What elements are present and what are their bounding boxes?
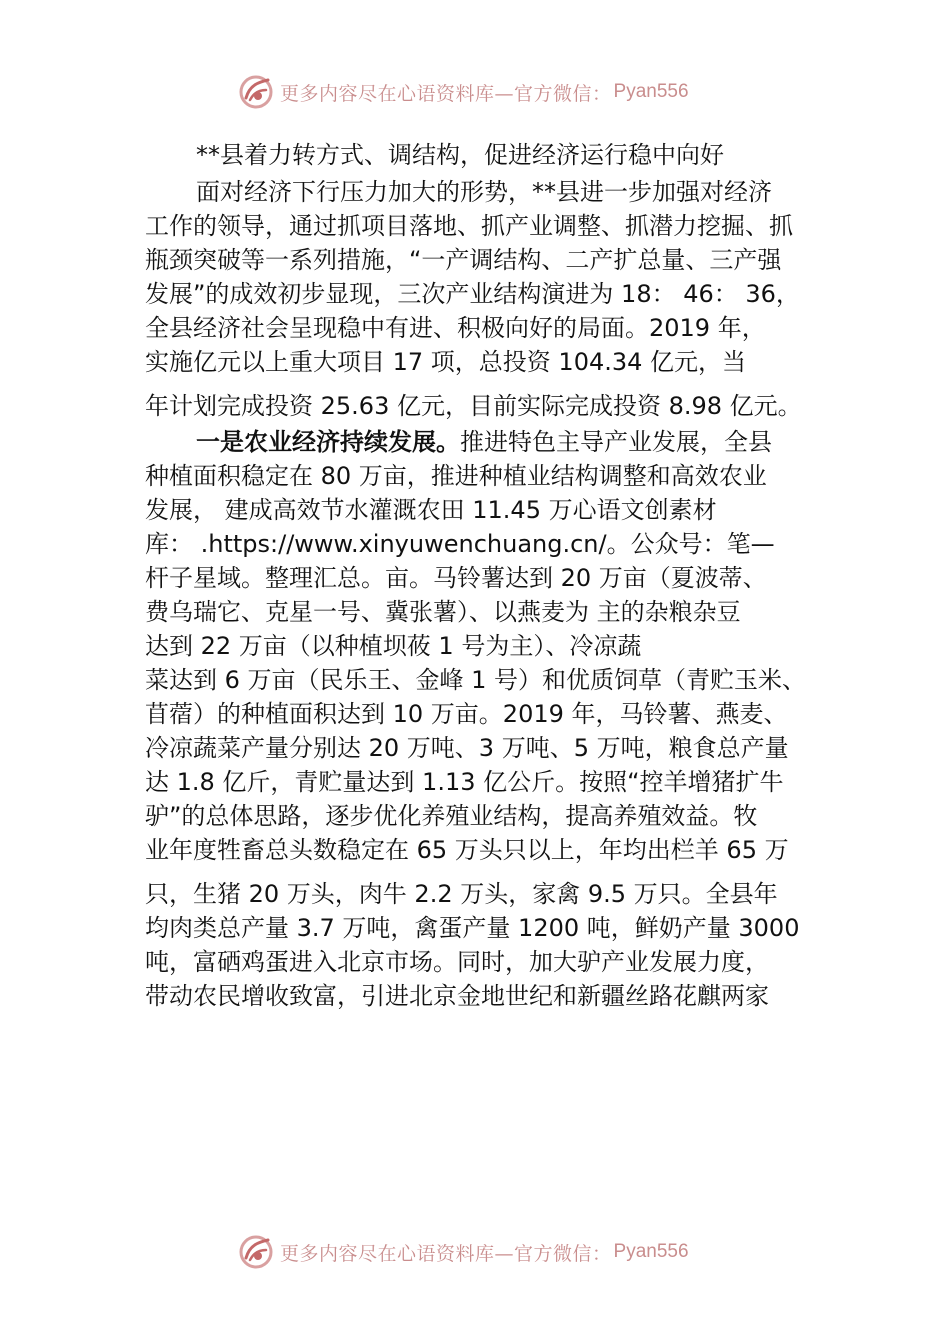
header-banner-text: 更多内容尽在心语资料库—官方微信： xyxy=(280,82,612,105)
footer-banner xyxy=(238,1232,689,1272)
para2-line: 达 1.8 亿斤，青贮量达到 1.13 亿公斤。按照“控羊增猪扩牛 xyxy=(145,768,784,796)
header-banner xyxy=(238,72,689,112)
para2-line: 苜蓿）的种植面积达到 10 万亩。2019 年，马铃薯、燕麦、 xyxy=(145,700,788,728)
para2-first-rest: 推进特色主导产业发展，全县 xyxy=(460,428,772,456)
document-title: **县着力转方式、调结构，促进经济运行稳中向好 xyxy=(196,141,724,169)
para1-line: 实施亿元以上重大项目 17 项，总投资 104.34 亿元，当 xyxy=(145,348,747,376)
footer-wechat-id: Pyan556 xyxy=(613,1241,689,1262)
footer-banner-text: 更多内容尽在心语资料库—官方微信： xyxy=(280,1242,612,1265)
brand-logo-icon xyxy=(238,1234,274,1270)
para2-line: 种植面积稳定在 80 万亩，推进种植业结构调整和高效农业 xyxy=(145,462,767,490)
para2-line: 费乌瑞它、克星一号、冀张薯）、以燕麦为 主的杂粮杂豆 xyxy=(145,598,741,626)
para1-line: 发展”的成效初步显现，三次产业结构演进为 18： 46： 36， xyxy=(145,280,800,308)
para2-line: 发展， 建成高效节水灌溉农田 11.45 万心语文创素材 xyxy=(145,496,717,524)
header-wechat-id: Pyan556 xyxy=(613,81,689,102)
para1-line: 全县经济社会呈现稳中有进、积极向好的局面。2019 年， xyxy=(145,314,766,342)
para1-line: 面对经济下行压力加大的形势，**县进一步加强对经济 xyxy=(196,178,772,206)
para2-line: 冷凉蔬菜产量分别达 20 万吨、3 万吨、5 万吨，粮食总产量 xyxy=(145,734,789,762)
para1-line: 年计划完成投资 25.63 亿元，目前实际完成投资 8.98 亿元。 xyxy=(145,392,802,420)
para2-line: 带动农民增收致富，引进北京金地世纪和新疆丝路花麒两家 xyxy=(145,982,769,1010)
para2-line: 达到 22 万亩（以种植坝莜 1 号为主）、冷凉蔬 xyxy=(145,632,642,660)
para2-line: 杆子星域。整理汇总。亩。马铃薯达到 20 万亩（夏波蒂、 xyxy=(145,564,767,592)
brand-logo-icon xyxy=(238,74,274,110)
para2-first-line xyxy=(196,427,772,457)
para1-line: 瓶颈突破等一系列措施，“一产调结构、二产扩总量、三产强 xyxy=(145,246,782,274)
para2-line: 驴”的总体思路，逐步优化养殖业结构，提高养殖效益。牧 xyxy=(145,802,758,830)
para2-line: 菜达到 6 万亩（民乐王、金峰 1 号）和优质饲草（青贮玉米、 xyxy=(145,666,807,694)
para2-heading: 一是农业经济持续发展。 xyxy=(196,428,460,456)
para2-line: 只，生猪 20 万头，肉牛 2.2 万头，家禽 9.5 万只。全县年 xyxy=(145,880,778,908)
para2-line: 业年度牲畜总头数稳定在 65 万头只以上，年均出栏羊 65 万 xyxy=(145,836,789,864)
para2-line: 吨，富硒鸡蛋进入北京市场。同时，加大驴产业发展力度， xyxy=(145,948,769,976)
para2-line: 均肉类总产量 3.7 万吨，禽蛋产量 1200 吨，鲜奶产量 3000 xyxy=(145,914,800,942)
para2-line: 库： .https://www.xinyuwenchuang.cn/。公众号：笔— xyxy=(145,530,775,558)
para1-line: 工作的领导，通过抓项目落地、抓产业调整、抓潜力挖掘、抓 xyxy=(145,212,793,240)
